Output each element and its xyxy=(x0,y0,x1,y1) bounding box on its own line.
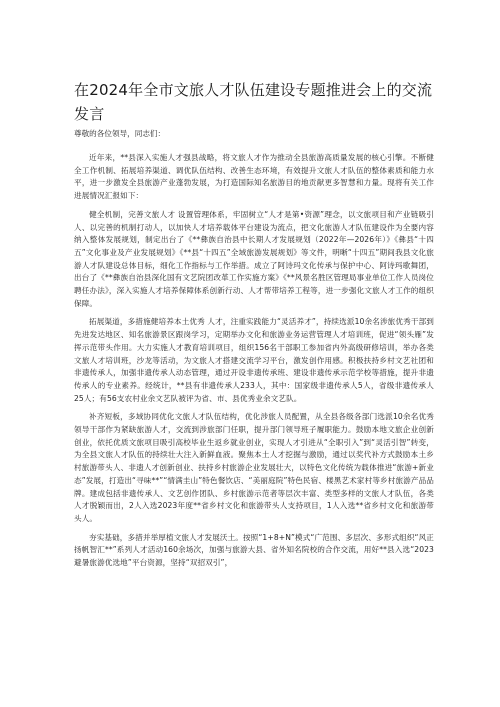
document-title: 在2024年全市文旅人才队伍建设专题推进会上的交流发言 xyxy=(74,81,433,123)
paragraph: 健全机制，完善文旅人才 设置管理体系，牢固树立“人才是第•资源”理念，以文旅项目和产业链吸引人、以完善的机制打动人，以加快人才培养载体平台建设为流点，把文化旅游人才队伍建设作为全要内容纳入整体发展规划，制定出台了《**彝族自治县中长期人才发展规划（2022年—2026年）》《彝县“十四五”文化事业及产业发展规划》《**县“十四五”全域旅游发展规划》等文件，明晰“十四五”期间我县文化旅游人才队建设总体目标，细化工作指标与工作举措。成立了阿诗玛文化传承与保护中心、阿诗玛歌舞团，出台了《**彝族自治县深化国有文艺院团改革工作实施方案》《**风景名胜区管理局事业单位工作人员岗位聘任办法》，深入实施人才培养保障体系创新行动、人才帮带培养工程等，进一步强化文旅人才工作的组织保障。 xyxy=(74,209,434,308)
paragraph: 夯实基础，多措并举厚植文旅人才发展沃土。按照“1+8+N”模式“广范围、多层次、多形式组织“风正扬帆智汇**”系列人才活动160余场次，加强与旅游大县、省外知名院校的合作交流，用好**县入选“2023避暑旅游优选地”平台资源，坚持“双招双引”， xyxy=(74,532,434,568)
paragraph: 补齐短板，多域协同优化文旅人才队伍结构，优化涉旅人员配置，从全县各级各部门选派10余名优秀领导干部作为紧缺旅游人才，交流到涉旅部门任职，提升部门领导班子履职能力。鼓励本地文旅企业创新创业，依托优质文旅项目吸引高校毕业生返乡就业创业，实现人才引进从“全职引入”到“灵活引智”转变，为全县文旅人才队伍的持续壮大注入新鲜血液。聚焦本土人才挖掘与激励，通过以奖代补方式鼓励本土乡村旅游带头人、非遗人才创新创业、扶持乡村旅游企业发展壮大，以特色文化传统为载体推进“旅游+新业态”发展，打造出“寻味**”“情满圭山”特色餐饮店、“美丽庭院”特色民宿、楼黑艺术家村等乡村旅游产品品牌。建成包括非遗传承人、文艺创作团队、乡村旅游示范者等层次丰富、类型多样的文旅人才队伍，各类人才脱颖而出，2人入选2023年度**省乡村文化和旅游带头人支持项目，1人入选**省乡村文化和旅游带头人。 xyxy=(74,412,434,523)
salutation: 尊敬的各位领导，同志们： xyxy=(74,129,166,138)
document-body xyxy=(74,152,434,576)
paragraph: 近年来，**县深入实施人才强县战略，将文旅人才作为推动全县旅游高质量发展的核心引擎。不断健全工作机制、拓展培养渠道、调优队伍结构、改善生态环境，有效提升文旅人才队伍的整体素质和能力水平，进一步激发全县旅游产业蓬勃发展，为打造国际知名旅游目的地贡献更多智慧和力量。现将有关工作进展情况汇报如下： xyxy=(74,153,434,201)
paragraph: 拓展渠道，多措施健培养本土优秀 人才，注重实践能力“灵活养才”，持续选派10余名涉旅优秀干部到先进发达地区、知名旅游景区跟岗学习，定期举办文化和旅游业务运营管理人才培训班，促进“领头雁”发挥示范带头作用。大力实施人才教育培训项目，组织156名干部职工参加省内外高级研修培训，举办各类文旅人才培训班，沙龙等活动，为文旅人才搭建交流学习平台，激发创作用感。积极扶持乡村文艺社团和非遗传承人，加强非遗传承人动态管理，通过开设非遗传承班、建设非遗传承示范学校等措施，提升非遗传承人的专业素养。经统计，**县有非遗传承人233人，其中：国家级非遗传承人5人，省级非遗传承人25人；有56支农村业余文艺队被评为省、市、县优秀业余文艺队。 xyxy=(74,317,434,403)
